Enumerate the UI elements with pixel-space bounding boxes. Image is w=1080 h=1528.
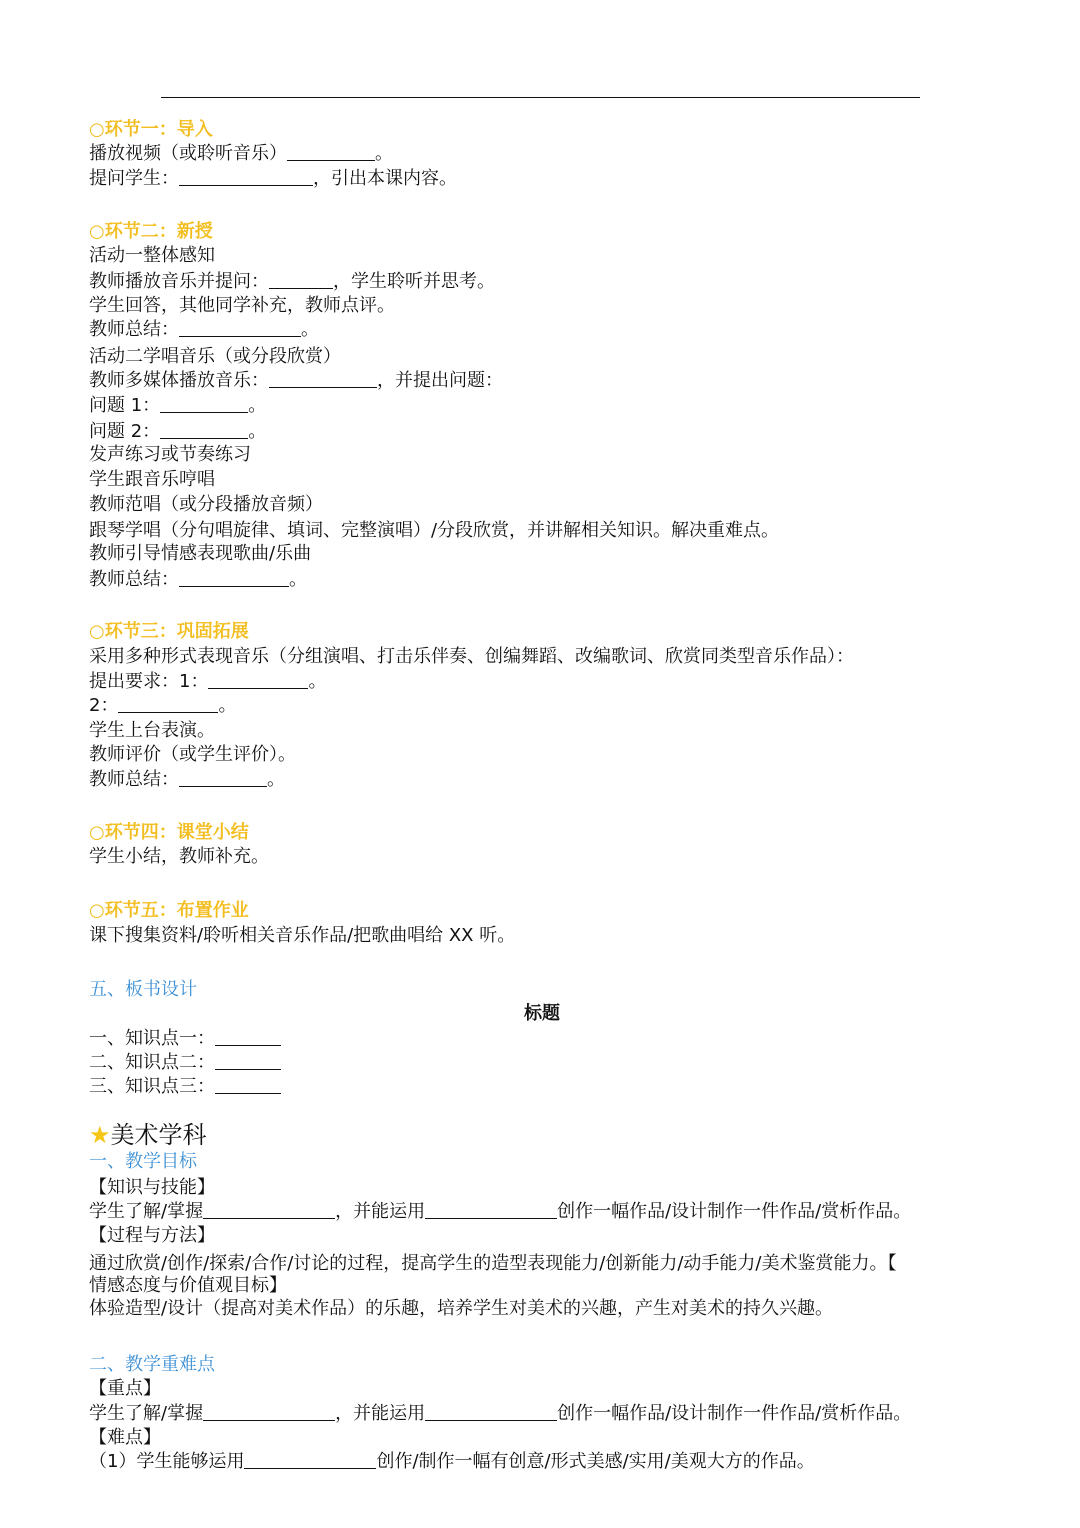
knowledge-skills-label: 【知识与技能】	[89, 1177, 215, 1198]
s3-line-2: 提出要求：1： 。	[89, 671, 327, 692]
emotion-goal-label: 情感态度与价值观目标】	[89, 1275, 287, 1296]
s3-line-1: 采用多种形式表现音乐（分组演唱、打击乐伴奏、创编舞蹈、改编歌词、欣赏同类型音乐作品）：	[89, 646, 854, 667]
s4-line-1: 学生小结，教师补充。	[89, 846, 269, 867]
s3-line-4: 学生上台表演。	[89, 720, 215, 741]
s2-line-5: 发声练习或节奏练习	[89, 444, 251, 465]
key-difficulty-title: 二、教学重难点	[89, 1354, 215, 1375]
process-method-label: 【过程与方法】	[89, 1225, 215, 1246]
s3-line-5: 教师评价（或学生评价）。	[89, 744, 296, 765]
blank	[179, 318, 301, 337]
section-1-title: ○环节一：导入	[89, 119, 213, 140]
section-2-title: ○环节二：新授	[89, 221, 213, 242]
section-5-title: ○环节五：布置作业	[89, 900, 249, 921]
activity-2: 活动二学唱音乐（或分段欣赏）	[89, 346, 341, 367]
blank	[179, 768, 267, 787]
question-2: 问题 2： 。	[89, 421, 267, 442]
blank	[287, 142, 375, 161]
blank	[425, 1200, 557, 1219]
blank	[160, 420, 248, 439]
activity-1: 活动一整体感知	[89, 245, 215, 266]
teaching-goals-title: 一、教学目标	[89, 1151, 197, 1172]
blank	[215, 1075, 281, 1094]
board-design-title: 五、板书设计	[89, 979, 197, 1000]
s2-line-7: 教师范唱（或分段播放音频）	[89, 494, 323, 515]
difficulty-label: 【难点】	[89, 1427, 161, 1448]
s2-line-6: 学生跟音乐哼唱	[89, 469, 215, 490]
knowledge-point-2: 二、知识点二：	[89, 1051, 281, 1075]
knowledge-point-3: 三、知识点三：	[89, 1075, 281, 1099]
blank	[203, 1402, 335, 1421]
blank	[179, 568, 289, 587]
blank	[269, 369, 377, 388]
blank	[118, 694, 218, 713]
emotion-goal-line: 体验造型/设计（提高对美术作品）的乐趣，培养学生对美术的兴趣，产生对美术的持久兴趣。	[89, 1298, 834, 1319]
blank	[425, 1402, 557, 1421]
board-center-title: 标题	[524, 1003, 560, 1024]
blank	[179, 167, 313, 186]
blank	[215, 1027, 281, 1046]
art-subject-heading: ★美术学科	[89, 1121, 207, 1149]
knowledge-point-1: 一、知识点一：	[89, 1027, 281, 1051]
difficulty-line: （1）学生能够运用 创作/制作一幅有创意/形式美感/实用/美观大方的作品。	[89, 1451, 815, 1472]
key-point-label: 【重点】	[89, 1378, 161, 1399]
s2-line-4: 教师多媒体播放音乐： ，并提出问题：	[89, 370, 503, 391]
s3-line-6: 教师总结： 。	[89, 769, 285, 790]
process-method-line: 通过欣赏/创作/探索/合作/讨论的过程，提高学生的造型表现能力/创新能力/动手能力/美术鉴赏能力。【	[89, 1253, 897, 1274]
blank	[208, 670, 308, 689]
s2-line-9: 教师引导情感表现歌曲/乐曲	[89, 543, 312, 564]
blank	[244, 1450, 376, 1469]
s2-line-2: 学生回答，其他同学补充，教师点评。	[89, 295, 395, 316]
s5-line-1: 课下搜集资料/聆听相关音乐作品/把歌曲唱给 XX 听。	[89, 925, 516, 946]
header-rule	[161, 97, 920, 98]
star-icon: ★	[89, 1121, 111, 1149]
key-point-line: 学生了解/掌握 ，并能运用 创作一幅作品/设计制作一件作品/赏析作品。	[89, 1403, 912, 1424]
section-3-title: ○环节三：巩固拓展	[89, 621, 249, 642]
s2-line-3: 教师总结： 。	[89, 319, 319, 340]
question-1: 问题 1： 。	[89, 395, 267, 416]
blank	[215, 1051, 281, 1070]
s1-line-2: 提问学生： ，引出本课内容。	[89, 168, 457, 189]
s2-line-10: 教师总结： 。	[89, 569, 307, 590]
s1-line-1: 播放视频（或聆听音乐） 。	[89, 143, 393, 164]
blank	[160, 394, 248, 413]
knowledge-skills-line: 学生了解/掌握 ，并能运用 创作一幅作品/设计制作一件作品/赏析作品。	[89, 1201, 912, 1222]
s2-line-1: 教师播放音乐并提问： ，学生聆听并思考。	[89, 271, 495, 292]
blank	[203, 1200, 335, 1219]
section-4-title: ○环节四：课堂小结	[89, 822, 249, 843]
s3-line-3: 2： 。	[89, 695, 237, 716]
blank	[269, 270, 333, 289]
s2-line-8: 跟琴学唱（分句唱旋律、填词、完整演唱）/分段欣赏，并讲解相关知识。解决重难点。	[89, 520, 780, 541]
